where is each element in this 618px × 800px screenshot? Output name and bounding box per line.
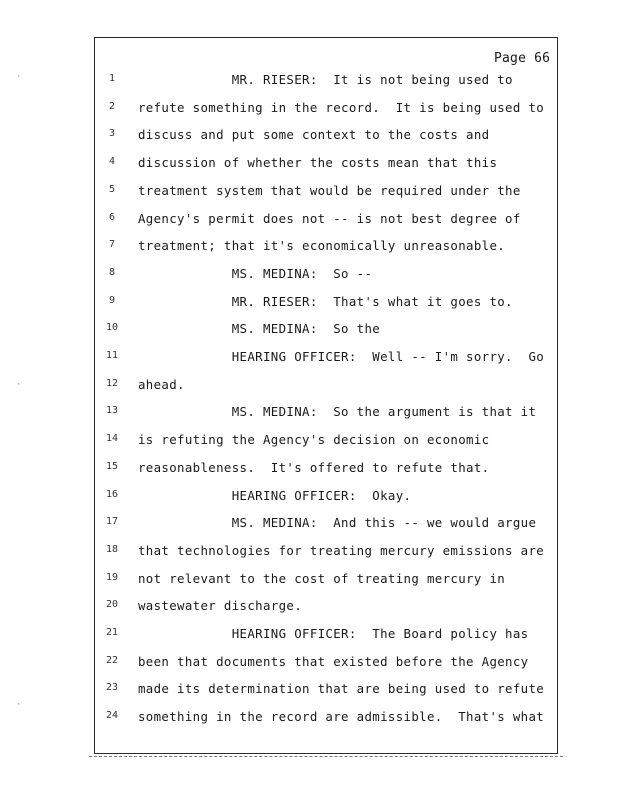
transcript-line [100, 319, 552, 339]
line-text: HEARING OFFICER: Well -- I'm sorry. Go [138, 349, 545, 364]
transcript-line [100, 375, 552, 395]
transcript-line [100, 125, 552, 145]
transcript-line [100, 707, 552, 727]
scan-artifact-line [89, 753, 563, 757]
transcript-line [100, 624, 552, 644]
line-number: 10 [105, 322, 119, 334]
line-text: wastewater discharge. [138, 598, 303, 614]
transcript-line [100, 679, 552, 699]
margin-speck: · [16, 700, 22, 710]
line-number: 20 [105, 599, 119, 611]
line-number: 5 [108, 183, 116, 195]
transcript-line [100, 236, 552, 256]
line-number: 14 [105, 433, 119, 445]
line-text: MR. RIESER: That's what it goes to. [138, 293, 513, 309]
line-text: MS. MEDINA: So the [138, 321, 381, 337]
transcript-line [100, 181, 552, 201]
line-text: MS. MEDINA: So the argument is that it [138, 404, 537, 420]
transcript-line [100, 652, 552, 672]
line-number: 11 [105, 350, 119, 361]
transcript-line [100, 430, 552, 450]
line-number: 19 [105, 571, 119, 583]
line-text: made its determination that are being used to refute [138, 681, 545, 697]
transcript-line [100, 402, 552, 422]
line-number: 16 [105, 488, 119, 500]
line-number: 15 [105, 460, 119, 472]
transcript-line [100, 264, 552, 284]
transcript-line [100, 70, 552, 90]
line-text: treatment system that would be required under the [138, 182, 521, 198]
line-number: 8 [108, 266, 116, 278]
margin-speck: · [16, 72, 22, 82]
transcript-line [100, 153, 552, 173]
line-number: 3 [108, 128, 116, 140]
transcript-line [100, 596, 552, 616]
line-number: 23 [105, 682, 119, 694]
line-text: ahead. [138, 376, 185, 392]
line-text: MR. RIESER: It is not being used to [138, 72, 513, 87]
line-number: 2 [108, 100, 116, 112]
transcript-line [100, 513, 552, 533]
line-number: 6 [108, 211, 116, 223]
line-text: something in the record are admissible. That's what [138, 709, 545, 725]
line-number: 18 [105, 543, 119, 555]
transcript-line [100, 541, 552, 561]
line-text: HEARING OFFICER: Okay. [138, 487, 412, 503]
line-text: not relevant to the cost of treating mercury in [138, 570, 506, 586]
line-number: 17 [105, 516, 119, 528]
line-number: 9 [108, 294, 116, 306]
transcript-line [100, 486, 552, 506]
margin-speck: · [16, 380, 22, 390]
line-number: 24 [105, 710, 119, 722]
line-number: 1 [108, 73, 116, 84]
line-text: discussion of whether the costs mean that this [138, 155, 498, 171]
line-text: that technologies for treating mercury emissions are [138, 542, 545, 558]
line-text: been that documents that existed before the Agency [138, 653, 529, 669]
line-text: is refuting the Agency's decision on economic [138, 432, 490, 448]
line-text: HEARING OFFICER: The Board policy has [138, 626, 529, 641]
line-text: reasonableness. It's offered to refute that. [138, 459, 490, 475]
line-number: 4 [108, 156, 116, 168]
line-text: treatment; that it's economically unreasonable. [138, 238, 506, 254]
line-number: 21 [105, 627, 119, 638]
line-text: Agency's permit does not -- is not best degree of [138, 210, 521, 226]
line-number: 12 [105, 377, 119, 389]
line-number: 13 [105, 405, 119, 417]
line-text: MS. MEDINA: So -- [138, 265, 373, 281]
transcript-line [100, 209, 552, 229]
transcript-line [100, 569, 552, 589]
page-number: Page 66 [494, 51, 551, 66]
line-text: MS. MEDINA: And this -- we would argue [138, 515, 537, 531]
line-number: 7 [108, 239, 116, 251]
transcript-line [100, 292, 552, 312]
line-text: refute something in the record. It is being used to [138, 99, 545, 115]
line-number: 22 [105, 654, 119, 666]
transcript-line [100, 458, 552, 478]
line-text: discuss and put some context to the costs and [138, 127, 490, 143]
transcript-line [100, 98, 552, 118]
transcript-line [100, 347, 552, 367]
